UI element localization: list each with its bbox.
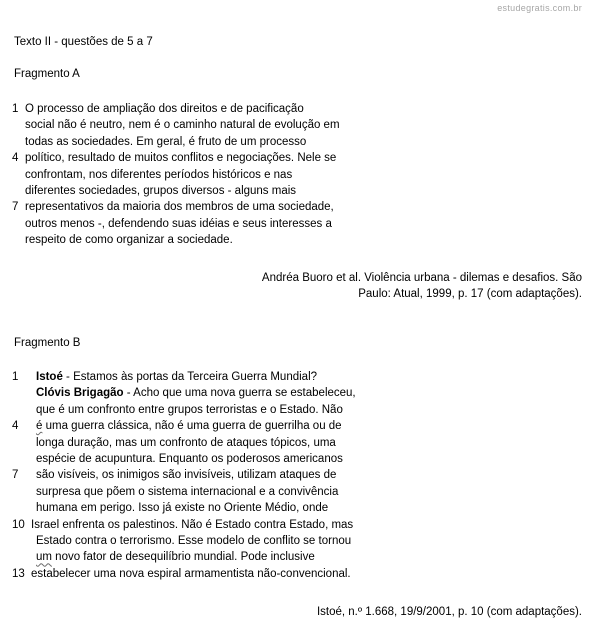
line-text: diferentes sociedades, grupos diversos - alguns mais <box>25 184 297 197</box>
question-text: - Estamos às portas da Terceira Guerra Mundial? <box>62 371 318 383</box>
spellcheck-word: um <box>36 551 52 564</box>
line-text: social não é neutro, nem é o caminho natural de evolução em <box>25 119 340 132</box>
fragment-b-line <box>12 369 392 385</box>
line-text: Estado contra o terrorismo. Esse modelo de conflito se tornou <box>36 534 352 547</box>
line-text: político, resultado de muitos conflitos e negociações. Nele se <box>25 152 337 165</box>
fragment-a-line <box>12 199 392 215</box>
fragment-a-line <box>12 216 392 232</box>
watermark: estudegratis.com.br <box>497 3 582 13</box>
citation-line: Andréa Buoro et al. Violência urbana - dilemas e desafios. São <box>261 272 582 284</box>
line-text: longa duração, mas um confronto de ataques tópicos, uma <box>36 436 336 449</box>
line-number: 7 <box>12 201 19 214</box>
fragment-a-line <box>12 232 392 248</box>
fragment-a-line <box>12 117 392 133</box>
fragment-b-title: Fragmento B <box>14 337 81 349</box>
line-text: espécie de acupuntura. Enquanto os poderosos americanos <box>36 452 343 465</box>
line-text: O processo de ampliação dos direitos e de pacificação <box>25 103 304 115</box>
fragment-a-line <box>12 150 392 166</box>
document-header: Texto II - questões de 5 a 7 <box>14 36 153 48</box>
line-text: estabelecer uma nova espiral armamentista não-convencional. <box>31 567 351 580</box>
line-text: confrontam, nos diferentes períodos históricos e nas <box>25 168 293 181</box>
line-number: 1 <box>12 371 19 383</box>
line-text <box>36 418 342 434</box>
line-number: 13 <box>12 567 25 580</box>
line-text: outros menos -, defendendo suas idéias e seus interesses a <box>25 217 332 230</box>
line-number: 4 <box>12 420 19 433</box>
fragment-a-citation <box>262 270 582 303</box>
line-text: surpresa que põem o sistema internacional e a convivência <box>36 485 339 498</box>
fragment-a-text <box>12 101 392 249</box>
line-text: todas as sociedades. Em geral, é fruto de um processo <box>25 135 307 148</box>
fragment-a-title: Fragmento A <box>14 68 80 80</box>
fragment-b-line <box>12 467 392 483</box>
fragment-b-line <box>12 435 392 451</box>
line-text: que é um confronto entre grupos terroristas e o Estado. Não <box>36 403 343 416</box>
fragment-a-line <box>12 183 392 199</box>
line-text: respeito de como organizar a sociedade. <box>25 234 233 247</box>
citation-line: Paulo: Atual, 1999, p. 17 (com adaptações). <box>358 288 582 301</box>
fragment-b-line <box>12 402 392 418</box>
fragment-b-line <box>12 385 392 401</box>
fragment-b-text <box>12 369 392 582</box>
fragment-b-line <box>12 533 392 549</box>
spellcheck-word: é <box>36 420 43 433</box>
line-number: 4 <box>12 152 19 165</box>
line-rest: uma guerra clássica, não é uma guerra de guerrilha ou de <box>42 420 342 433</box>
fragment-b-line <box>12 451 392 467</box>
line-text: são visíveis, os inimigos são invisíveis, utilizam ataques de <box>36 469 337 482</box>
fragment-b-line <box>12 517 392 533</box>
line-text <box>36 549 315 565</box>
line-number: 10 <box>12 518 25 531</box>
interviewer-name: Istoé <box>36 371 63 383</box>
fragment-b-line <box>12 566 392 582</box>
fragment-a-line <box>12 134 392 150</box>
line-text <box>36 385 356 401</box>
fragment-b-line <box>12 549 392 565</box>
fragment-b-line <box>12 500 392 516</box>
line-number: 7 <box>12 469 19 482</box>
line-rest: novo fator de desequilíbrio mundial. Pode inclusive <box>51 551 315 564</box>
interviewee-name: Clóvis Brigagão <box>36 387 124 400</box>
line-text: representativos da maioria dos membros de uma sociedade, <box>25 201 334 214</box>
line-text <box>36 369 317 385</box>
line-text: humana em perigo. Isso já existe no Oriente Médio, onde <box>36 502 329 515</box>
answer-text: - Acho que uma nova guerra se estabeleceu, <box>123 387 356 400</box>
fragment-b-citation: Istoé, n.º 1.668, 19/9/2001, p. 10 (com adaptações). <box>316 606 582 618</box>
fragment-a-line <box>12 167 392 183</box>
line-text: Israel enfrenta os palestinos. Não é Estado contra Estado, mas <box>31 518 354 531</box>
line-number: 1 <box>12 103 19 115</box>
fragment-b-line <box>12 484 392 500</box>
fragment-b-line <box>12 418 392 434</box>
fragment-a-line <box>12 101 392 117</box>
